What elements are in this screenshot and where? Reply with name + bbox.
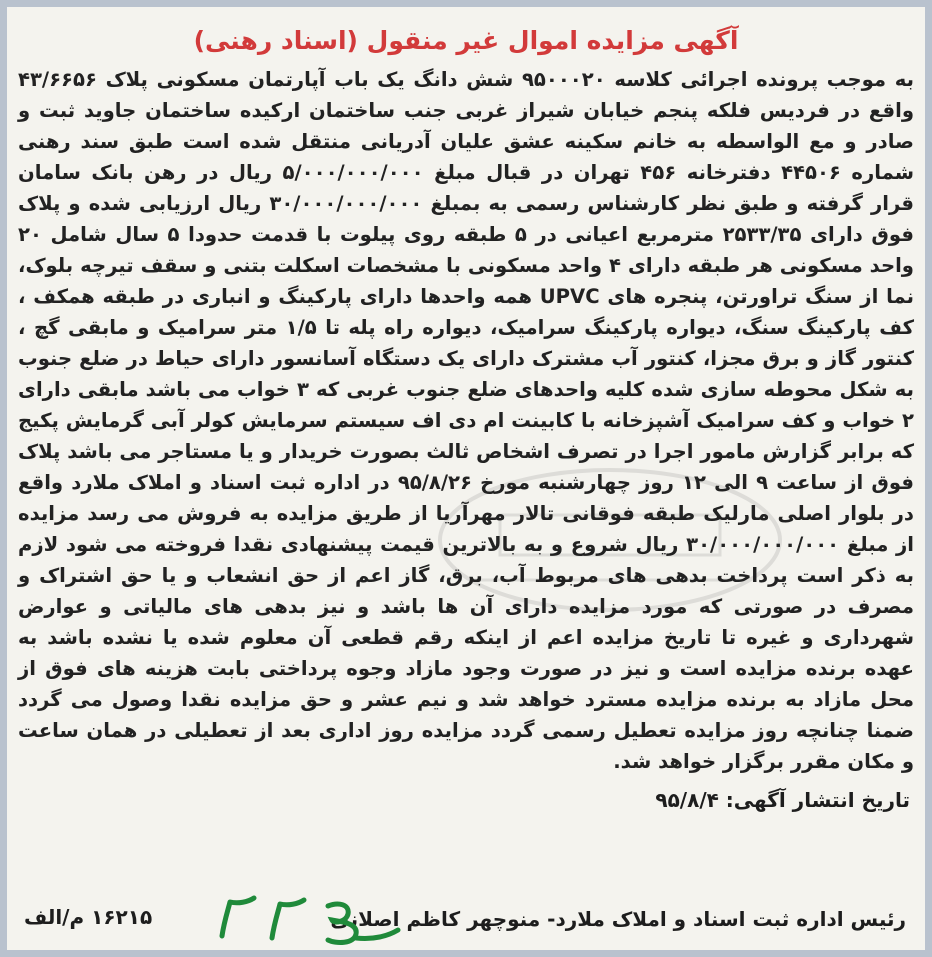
notice-body: به موجب پرونده اجرائی کلاسه ۹۵۰۰۰۲۰ شش دانگ یک باب آپارتمان مسکونی پلاک ۴۳/۶۶۵۶ واقع در فردیس فلکه پنجم خیابان شیراز غربی جنب ساختمان ارکیده ساختمان جاوید ثبت و صادر و مع الواسطه به خانم سکینه عشق علیان آدریانی منتقل شده است طبق سند رهنی شماره ۴۴۵۰۶ دفترخانه ۴۵۶ تهران در قبال مبلغ ۵/۰۰۰/۰۰۰/۰۰۰ ریال در رهن بانک سامان قرار گرفته و طبق نظر کارشناس رسمی به بمبلغ ۳۰/۰۰۰/۰۰۰/۰۰۰ ریال ارزیابی شده و پلاک فوق دارای ۲۵۳۳/۳۵ مترمربع اعیانی در ۵ طبقه روی پیلوت با قدمت حدودا ۵ سال شامل ۲۰ واحد مسکونی هر طبقه دارای ۴ واحد مسکونی با مشخصات اسکلت بتنی و سقف تیرچه بلوک، نما از سنگ تراورتن، پنجره های UPVC همه واحدها دارای پارکینگ و انباری در طبقه همکف ، کف پارکینگ سنگ، دیواره پارکینگ سرامیک، دیواره راه پله تا ۱/۵ متر سرامیک و مابقی گچ ، کنتور گاز و برق مجزا، کنتور آب مشترک دارای یک دستگاه آسانسور دارای حیاط در ضلع جنوب به شکل محوطه سازی شده کلیه واحدهای ضلع جنوب غربی که ۳ خواب می باشد مابقی دارای ۲ خواب و کف سرامیک آشپزخانه با کابینت ام دی اف سیستم سرمایش کولر آبی گرمایش پکیج که برابر گزارش مامور اجرا در تصرف اشخاص ثالث بصورت خریدار و یا مستاجر می باشد پلاک فوق از ساعت ۹ الی ۱۲ روز چهارشنبه مورخ ۹۵/۸/۲۶ در اداره ثبت اسناد و املاک ملارد واقع در بلوار اصلی مارلیک طبقه فوقانی تالار مهرآریا از طریق مزایده به فروش می رسد مزایده از مبلغ ۳۰/۰۰۰/۰۰۰/۰۰۰ ریال شروع و به بالاترین قیمت پیشنهادی نقدا فروخته می شود لازم به ذکر است پرداخت بدهی های مربوط آب، برق، گاز اعم از حق انشعاب و یا حق اشتراک و مصرف در صورتی که مورد مزایده دارای آن ها باشد و نیز بدهی های مالیاتی و عوارض شهرداری و غیره تا تاریخ مزایده اعم از اینکه رقم قطعی آن معلوم شده یا نشده باشد به عهده برنده مزایده است و نیز در صورت وجود مازاد وجوه پرداختی بابت هزینه های فوق از محل مازاد به برنده مزایده مسترد خواهد شد و نیم عشر و حق مزایده نقدا وصول می گردد ضمنا چنانچه روز مزایده تعطیل رسمی گردد مزایده روز اداری بعد از تعطیلی در همان ساعت و مکان مقرر برگزار خواهد شد. [18, 68, 915, 773]
reference-code: ۱۶۲۱۵ م/الف [24, 905, 153, 929]
notice-footer [18, 892, 914, 948]
auction-notice [18, 10, 914, 817]
notice-title: آگهی مزایده اموال غیر منقول (اسناد رهنی) [193, 26, 739, 55]
signature-line: رئیس اداره ثبت اسناد و املاک ملارد- منوچهر کاظم اصلانی [330, 907, 906, 931]
handwritten-number-mark [208, 892, 408, 950]
publish-date: تاریخ انتشار آگهی: ۹۵/۸/۴ [655, 788, 910, 812]
